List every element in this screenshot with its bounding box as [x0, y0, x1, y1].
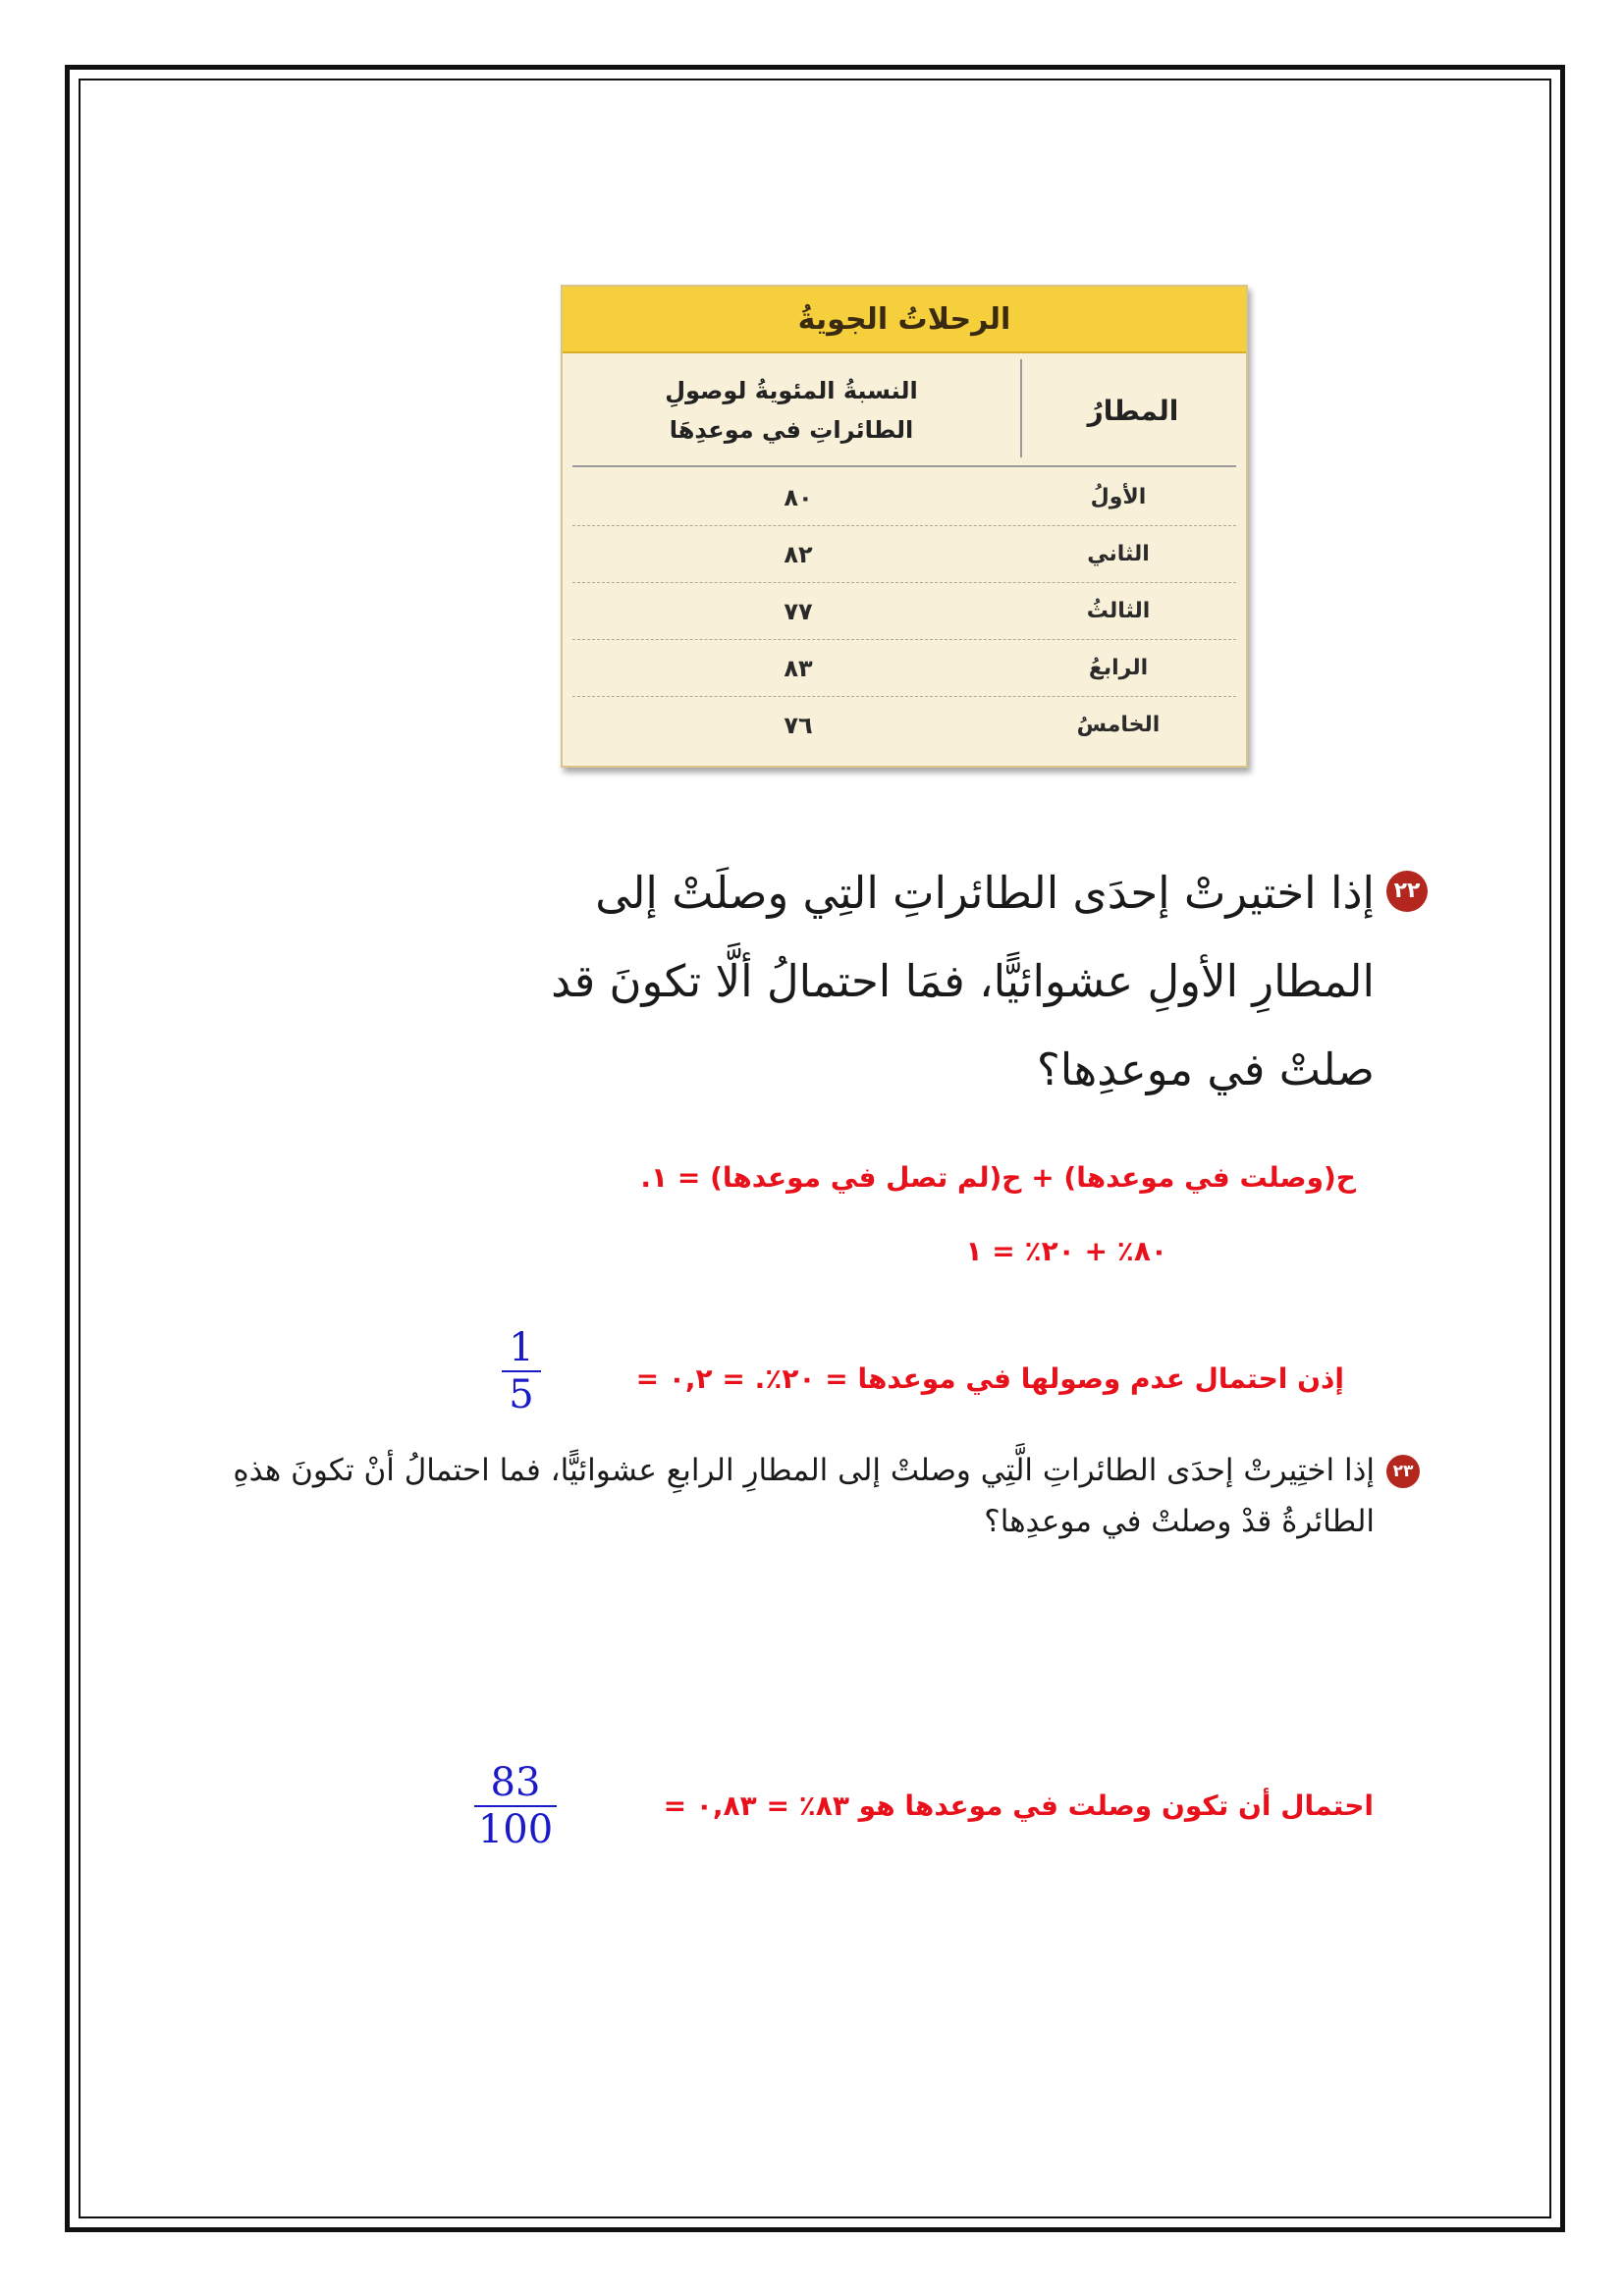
table-row	[572, 640, 1236, 697]
header-percent	[563, 359, 1020, 463]
table-row	[572, 583, 1236, 640]
row-value: ٧٦	[784, 712, 813, 739]
row-value: ٧٧	[784, 598, 813, 625]
q22-fraction	[502, 1327, 541, 1415]
q22-fraction-numerator: 1	[509, 1325, 534, 1370]
table-row	[572, 469, 1236, 526]
row-airport: الأولُ	[1090, 485, 1147, 509]
row-airport: الخامسُ	[1076, 713, 1161, 737]
q22-answer-line1: ح(وصلت في موعدها) + ح(لم تصل في موعدها) = ١.	[640, 1161, 1356, 1194]
q23-fraction	[474, 1762, 557, 1850]
table-title: الرحلاتُ الجويةُ	[563, 287, 1246, 353]
row-value: ٨٠	[784, 484, 813, 511]
row-airport: الثالثُ	[1086, 599, 1151, 623]
q22-answer-line3: إذن احتمال عدم وصولها في موعدها = ٢٠٪. = ٠,٢ =	[635, 1362, 1344, 1395]
column-separator	[1020, 359, 1022, 457]
row-value: ٨٣	[784, 655, 813, 682]
header-divider	[572, 465, 1236, 467]
row-value: ٨٢	[784, 541, 813, 568]
q23-answer: احتمال أن تكون وصلت في موعدها هو ٨٣٪ = ٠,٨٣ =	[663, 1789, 1374, 1822]
question-22-text: إذا اختيرتْ إحدَى الطائراتِ التِي وصلَتْ إلى المطارِ الأولِ عشوائيًّا، فمَا احتمالُ ألَّا تكونَ قد صلتْ في موعدِها؟	[551, 867, 1375, 1095]
question-23-text: إذا اختِيرتْ إحدَى الطائراتِ الَّتِي وصلتْ إلى المطارِ الرابعِ عشوائيًّا، فما احتمالُ أنْ تكونَ هذهِ الطائرةُ قدْ وصلتْ في موعدِها؟	[233, 1453, 1375, 1539]
row-airport: الثاني	[1087, 542, 1150, 566]
q23-fraction-denominator: 100	[477, 1807, 554, 1852]
q22-answer-line2: ٨٠٪ + ٢٠٪ = ١	[965, 1235, 1167, 1267]
table-row	[572, 526, 1236, 583]
question-22-number: ٢٢	[1386, 871, 1428, 912]
row-airport: الرابعُ	[1088, 656, 1149, 680]
q22-fraction-denominator: 5	[509, 1372, 534, 1417]
table-row	[572, 697, 1236, 754]
header-percent-line1: النسبةُ المئويةُ لوصولِ	[665, 377, 918, 404]
q23-fraction-numerator: 83	[490, 1760, 541, 1805]
header-percent-line2: الطائراتِ في موعدِهَا	[669, 416, 914, 444]
flights-table	[561, 285, 1248, 768]
question-23-number: ٢٣	[1386, 1455, 1420, 1488]
header-airport: المطارُ	[1087, 395, 1179, 427]
